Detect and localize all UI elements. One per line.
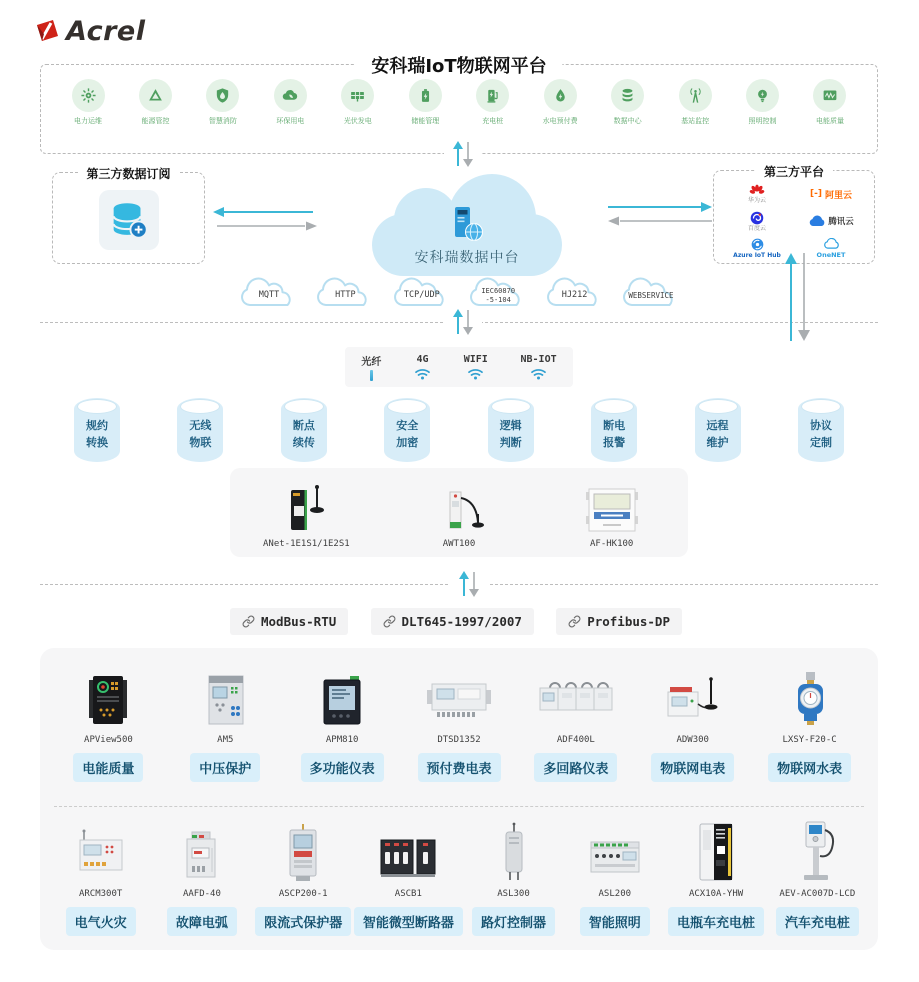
protocol-label: HTTP (335, 290, 356, 301)
product-category-chip: 物联网电表 (651, 753, 734, 782)
left-exchange-arrows (213, 205, 317, 237)
product-model: ADW300 (676, 735, 709, 745)
product-image (689, 820, 743, 884)
baidu-cloud-icon (750, 211, 764, 225)
capability-label: 逻辑 (499, 419, 522, 432)
capability-label: 转换 (86, 436, 108, 450)
app-item-energy (124, 79, 186, 126)
product-image (193, 666, 257, 730)
capability-cylinder (384, 398, 430, 462)
product-image (273, 820, 333, 884)
bus-protocol-label: DLT645-1997/2007 (401, 614, 522, 629)
protocol-cloud-iec60870 (467, 272, 529, 312)
light-bulb-icon (746, 79, 779, 112)
logo-label: Azure IoT Hub (733, 251, 781, 259)
gateway-model: ANet-1E1S1/1E2S1 (262, 539, 350, 549)
protocol-cloud-tcpudp (391, 272, 453, 312)
data-middle-platform-cloud (372, 180, 562, 276)
product-model: AAFD-40 (182, 889, 221, 899)
capability-label: 加密 (396, 436, 419, 450)
product-image (492, 820, 536, 884)
capability-label: 续传 (292, 436, 315, 450)
chip-modbus (230, 608, 348, 635)
protocol-label: -5-104 (485, 295, 511, 304)
wifi-icon (414, 367, 431, 380)
connectivity-box (345, 347, 573, 387)
chip-profibus (556, 608, 682, 635)
battery-icon (409, 79, 442, 112)
updown-arrows-bottom (450, 571, 488, 597)
product-category-chip: 物联网水表 (768, 753, 851, 782)
gateway-anet (230, 468, 383, 557)
capability-label: 定制 (809, 436, 832, 450)
database-subscribe-icon (99, 190, 159, 250)
app-label: 光伏发电 (343, 117, 372, 125)
bus-protocol-label: Profibus-DP (587, 614, 670, 629)
app-label: 电能质量 (815, 117, 844, 125)
conn-4g (414, 354, 431, 380)
product-model: AM5 (217, 735, 234, 745)
product-ascp200 (253, 820, 354, 936)
app-label: 智慧消防 (208, 117, 237, 125)
product-image (68, 820, 134, 884)
product-category-chip: 电瓶车充电桩 (668, 907, 764, 936)
tencent-cloud-icon (808, 215, 825, 228)
app-label: 数据中心 (613, 117, 642, 125)
logo-label: 华为云 (747, 197, 766, 204)
app-item-quality (799, 79, 861, 126)
link-icon (242, 615, 255, 628)
app-item-datacenter (597, 79, 659, 126)
product-image (536, 666, 616, 730)
capability-cylinder (74, 398, 120, 462)
power-ops-icon (72, 79, 105, 112)
capabilities-row (74, 398, 844, 462)
gateway-afhk100 (535, 468, 688, 557)
product-apview500 (50, 666, 167, 782)
product-model: ADF400L (556, 735, 595, 745)
product-model: ARCM300T (78, 889, 123, 899)
protocol-label: WEBSERVICE (628, 290, 674, 300)
product-model: DTSD1352 (437, 735, 481, 745)
chip-dlt645 (371, 608, 534, 635)
right-box-title: 第三方平台 (755, 163, 833, 180)
product-category-chip: 电能质量 (73, 753, 143, 782)
app-item-power-ops (57, 79, 119, 126)
logo-label: 腾讯云 (828, 217, 854, 227)
product-model: ACX10A-YHW (688, 889, 744, 899)
product-asl200 (564, 820, 665, 936)
link-icon (383, 615, 396, 628)
capability-label: 规约 (86, 419, 108, 432)
acrel-logo-icon (34, 18, 61, 45)
fiber-line-icon (370, 370, 373, 381)
product-asl300 (463, 820, 564, 936)
product-category-chip: 多功能仪表 (301, 753, 384, 782)
right-vertical-arrows (784, 253, 812, 345)
product-image (172, 820, 232, 884)
water-drop-bolt-icon (544, 79, 577, 112)
product-category-chip: 路灯控制器 (472, 907, 555, 936)
product-image (792, 820, 842, 884)
capability-cylinder (281, 398, 327, 462)
app-label: 水电预付费 (542, 117, 578, 125)
product-acx10a (665, 820, 766, 936)
app-item-station (664, 79, 726, 126)
capability-cylinder (695, 398, 741, 462)
protocol-cloud-http (314, 272, 376, 312)
product-model: ASCB1 (394, 889, 422, 899)
conn-label: WIFI (463, 354, 488, 365)
conn-fiber (361, 353, 381, 381)
product-dtsd1352 (401, 666, 518, 782)
gateway-awt100-image (424, 482, 494, 536)
conn-label: 4G (416, 354, 429, 365)
app-label: 充电桩 (482, 117, 504, 125)
protocol-label: TCP/UDP (403, 290, 440, 301)
capability-cylinder (798, 398, 844, 462)
charging-pile-icon (476, 79, 509, 112)
app-label: 电力运维 (74, 117, 102, 125)
product-image (782, 666, 838, 730)
product-image (580, 820, 650, 884)
app-label: 环保用电 (276, 117, 305, 125)
baidu-cloud-logo (720, 209, 794, 233)
product-category-chip: 故障电弧 (167, 907, 237, 936)
updown-arrows-top (444, 141, 482, 167)
brand-name: Acrel (66, 16, 146, 47)
product-model: ASCP200-1 (278, 889, 328, 899)
wifi-icon (530, 367, 547, 380)
page-title: 安科瑞IoT物联网平台 (355, 52, 562, 78)
product-model: AEV-AC007D-LCD (779, 889, 856, 899)
capability-label: 远程 (706, 419, 729, 432)
waveform-meter-icon (813, 79, 846, 112)
product-category-chip: 预付费电表 (418, 753, 501, 782)
protocol-label: HJ212 (561, 290, 588, 301)
product-lxsy-f20c (751, 666, 868, 782)
product-category-chip: 限流式保护器 (255, 907, 351, 936)
third-party-subscribe-box (52, 167, 205, 264)
app-item-fire (192, 79, 254, 126)
eco-cloud-leaf-icon (274, 79, 307, 112)
product-model: ASL300 (497, 889, 530, 899)
product-category-chip: 多回路仪表 (534, 753, 617, 782)
protocol-label: IEC60870 (481, 286, 516, 295)
capability-label: 安全 (396, 419, 419, 432)
app-item-storage (394, 79, 456, 126)
capability-label: 断点 (292, 419, 315, 432)
alibaba-cloud-logo (794, 182, 868, 206)
product-category-chip: 智能微型断路器 (354, 907, 463, 936)
app-item-prepay (529, 79, 591, 126)
link-icon (568, 615, 581, 628)
app-item-eco (259, 79, 321, 126)
app-label: 照明控制 (748, 117, 777, 125)
product-image (658, 666, 728, 730)
capability-label: 物联 (189, 436, 212, 450)
product-image (371, 820, 445, 884)
logo-label: OneNET (816, 250, 846, 259)
gateway-anet-image (271, 482, 341, 536)
huawei-cloud-logo (720, 182, 794, 206)
gateway-awt100 (383, 468, 536, 557)
app-label: 基站监控 (681, 117, 710, 125)
product-adw300 (634, 666, 751, 782)
capability-cylinder (591, 398, 637, 462)
bus-protocols-row (230, 608, 682, 635)
product-aev-ac007d (767, 820, 868, 936)
right-exchange-arrows (608, 200, 712, 232)
products-row-separator (54, 806, 864, 807)
protocol-clouds-row (238, 272, 682, 312)
product-category-chip: 电气火灾 (66, 907, 136, 936)
product-category-chip: 智能照明 (580, 907, 650, 936)
energy-recycle-icon (139, 79, 172, 112)
bus-protocol-label: ModBus-RTU (261, 614, 337, 629)
product-category-chip: 中压保护 (190, 753, 260, 782)
wifi-icon (467, 367, 484, 380)
tencent-cloud-logo (794, 209, 868, 233)
protocol-cloud-webservice (620, 272, 682, 312)
capability-label: 无线 (189, 419, 212, 432)
solar-panel-icon (341, 79, 374, 112)
product-model: APView500 (84, 735, 133, 745)
products-row-1 (50, 666, 868, 782)
gateway-box (230, 468, 688, 557)
database-stack-icon (611, 79, 644, 112)
gateway-model: AF-HK100 (590, 539, 634, 549)
product-model: APM810 (325, 735, 359, 745)
product-arcm300t (50, 820, 151, 936)
gateway-model: AWT100 (442, 539, 476, 549)
left-box-title: 第三方数据订阅 (77, 165, 179, 182)
cloud-label: 安科瑞数据中台 (414, 250, 520, 266)
capability-label: 断电 (603, 419, 626, 432)
updown-arrows-middle (444, 309, 482, 335)
product-ascb1 (354, 820, 463, 936)
capability-cylinder (177, 398, 223, 462)
capability-label: 判断 (499, 436, 522, 450)
capability-label: 协议 (809, 419, 832, 432)
conn-label: 光纤 (361, 357, 382, 368)
protocol-label: MQTT (258, 290, 280, 301)
app-item-solar (327, 79, 389, 126)
huawei-flower-icon (749, 184, 765, 197)
app-item-charger (462, 79, 524, 126)
app-label: 储能管理 (411, 117, 440, 125)
server-globe-icon (449, 205, 485, 243)
product-apm810 (284, 666, 401, 782)
onenet-cloud-icon (823, 238, 839, 250)
logo-label: 百度云 (747, 224, 766, 232)
product-aafd40 (151, 820, 252, 936)
protocol-cloud-hj212 (544, 272, 606, 312)
capability-cylinder (488, 398, 534, 462)
product-image (423, 666, 495, 730)
product-image (310, 666, 374, 730)
product-model: LXSY-F20-C (782, 735, 837, 745)
conn-wifi (464, 354, 488, 380)
capability-label: 报警 (603, 436, 626, 450)
gateway-afhk100-image (577, 482, 647, 536)
conn-label: NB-IOT (520, 354, 557, 365)
product-model: ASL200 (598, 889, 632, 899)
capability-label: 维护 (706, 436, 729, 450)
protocol-cloud-mqtt (238, 272, 300, 312)
product-image (76, 666, 140, 730)
product-am5 (167, 666, 284, 782)
acrel-logo (34, 16, 145, 47)
products-row-2 (50, 820, 868, 936)
fire-shield-icon (206, 79, 239, 112)
product-category-chip: 汽车充电桩 (776, 907, 859, 936)
products-box (40, 648, 878, 950)
azure-iot-hub-icon (751, 238, 764, 251)
app-item-lighting (732, 79, 794, 126)
app-label: 能源管控 (141, 117, 170, 125)
product-adf400l (517, 666, 634, 782)
logo-label: 阿里云 (824, 190, 852, 201)
radio-tower-icon (679, 79, 712, 112)
conn-nbiot (521, 354, 557, 380)
ali-bracket-icon: [-] (810, 189, 822, 199)
azure-iot-hub-logo (720, 236, 794, 260)
third-party-platform-box (713, 165, 875, 264)
